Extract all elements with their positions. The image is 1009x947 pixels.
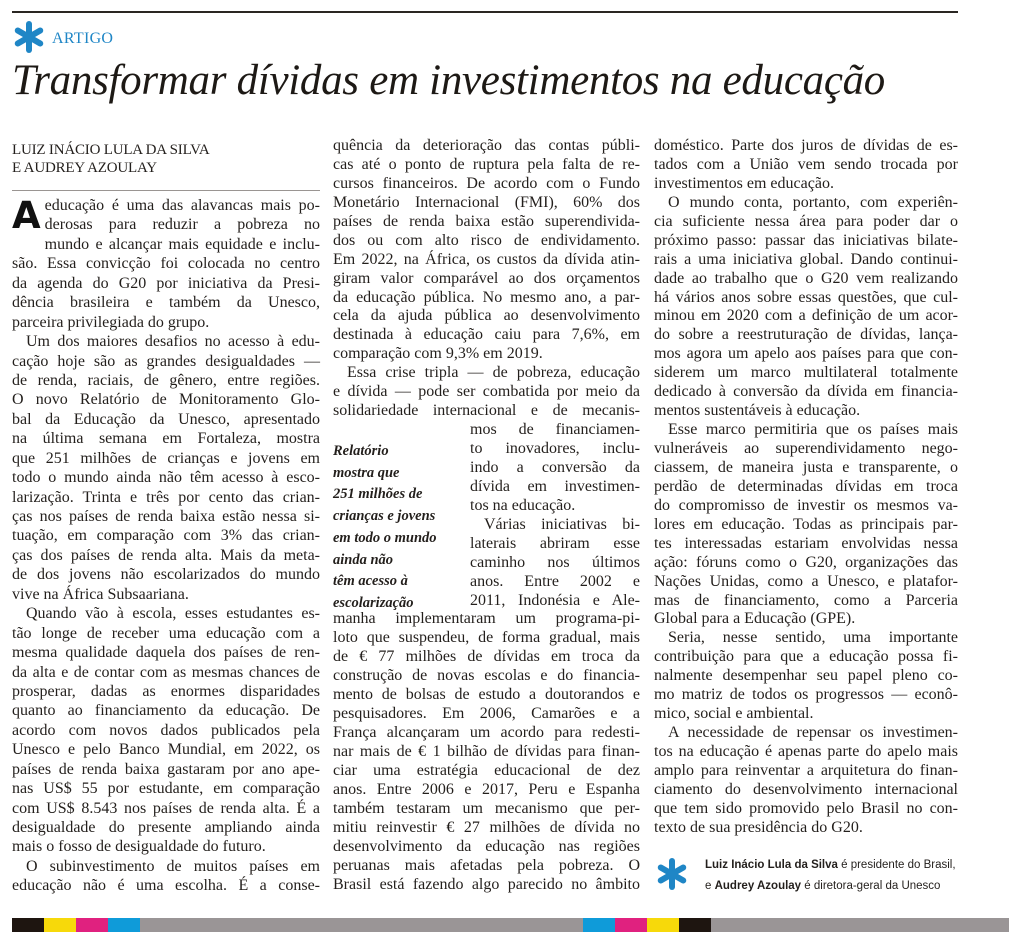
pull-quote-line: 251 milhões de xyxy=(333,486,423,503)
text-line: nar mais de € 1 bilhão de dívidas para finan- xyxy=(333,743,640,760)
text-line: mico, social e ambiental. xyxy=(654,705,814,723)
text-line: países de renda baixa estão superendivida- xyxy=(333,212,640,230)
pull-quote-line: crianças e jovens xyxy=(333,508,436,525)
pull-quote-line: mostra que xyxy=(333,464,400,481)
text-line: que tem sido promovido pelo Brasil no con- xyxy=(654,799,958,817)
text-line: cação hoje são as grandes desigualdades — xyxy=(12,352,320,370)
text-line: manha implementaram um programa-pi- xyxy=(333,610,640,628)
color-swatch-magenta xyxy=(76,918,108,932)
text-line: tos na educação é apenas parte do apelo mais xyxy=(654,743,958,760)
text-line: giram valor comparável ao dos orçamentos xyxy=(333,269,640,287)
text-line: amplo para reinventar a arquitetura do finan- xyxy=(654,761,958,779)
text-line: to inovadores, inclu- xyxy=(470,440,640,457)
pull-quote-line: têm acesso à xyxy=(333,573,408,590)
text-line: Monetário Internacional (FMI), 60% dos xyxy=(333,193,640,211)
text-line: Nações Unidas, como a Unesco, e platafor- xyxy=(654,572,958,590)
pull-quote-line: ainda não xyxy=(333,551,394,568)
text-line: mentos sustentáveis à educação. xyxy=(654,402,861,420)
bio-text-2: é diretora-geral da Unesco xyxy=(801,880,941,892)
pull-quote-line: em todo o mundo xyxy=(333,529,437,546)
text-line: pesquisadores. Em 2006, Camarões e a xyxy=(333,705,640,723)
text-line: dade ao trabalho que o G20 vem realizando xyxy=(654,269,958,287)
text-line: Seria, nesse sentido, uma importante xyxy=(668,629,958,647)
text-line: rais a uma iniciativa global. Dando continui- xyxy=(654,250,958,268)
text-line: educação não é uma escolha. É a conse- xyxy=(12,877,320,895)
text-line: indo a conversão da xyxy=(470,458,640,476)
text-line: caminho nos últimos xyxy=(470,553,640,571)
drop-cap: A xyxy=(12,194,41,237)
text-line: ças nos países de renda baixa estão nessa si- xyxy=(12,508,320,525)
text-line: do compromisso de investir os mesmos va- xyxy=(654,496,958,514)
text-line: da alta e de contar com as mesmas chances de xyxy=(12,663,320,681)
bio-name-1: Luiz Inácio Lula da Silva xyxy=(705,859,838,871)
text-line: tão longe de receber uma educação com a xyxy=(12,624,320,642)
text-line: 2011, Indonésia e Ale- xyxy=(470,591,640,609)
text-line: com US$ 8.543 nos países de renda alta. É a xyxy=(12,799,320,817)
text-line: países de renda baixa gastaram por ano ape- xyxy=(12,760,320,778)
text-line: quência da deterioração das contas públi- xyxy=(333,137,640,154)
pull-quote-line: Relatório xyxy=(333,443,389,459)
text-line: quanto ao financiamento da educação. De xyxy=(12,702,320,720)
text-line: cela da ajuda pública ao desenvolvimento xyxy=(333,307,640,325)
text-line: educação é uma das alavancas mais po- xyxy=(44,197,320,214)
text-line: O novo Relatório de Monitoramento Glo- xyxy=(12,391,320,409)
text-line: na última semana em Fortaleza, mostra xyxy=(12,430,320,448)
text-line: destinada à educação caiu para 7,6%, em xyxy=(333,326,640,344)
text-line: siderem um marco multilateral totalmente xyxy=(654,364,958,382)
color-swatch-yellow xyxy=(647,918,679,932)
text-line: que 251 milhões de crianças e jovens em xyxy=(12,449,320,467)
text-line: lores em educação. Todas as principais par- xyxy=(654,515,958,533)
divider xyxy=(12,190,320,191)
text-line: Global para a Educação (GPE). xyxy=(654,610,856,628)
text-line: anos. Entre 2006 e 2017, Peru e Espanha xyxy=(333,780,640,798)
text-line: acordo com novos dados publicados pela xyxy=(12,721,320,739)
text-line: Brasil está fazendo algo parecido no âmbito xyxy=(333,875,640,893)
text-line: A necessidade de repensar os investimen- xyxy=(668,724,958,742)
text-line: derosas para reduzir a pobreza no xyxy=(44,216,320,234)
text-line: perdão de determinadas dívidas em troca xyxy=(654,477,958,495)
text-line: ças dos países de renda alta. Mais da meta- xyxy=(12,546,320,564)
text-line: cursos financeiros. De acordo com o Fundo xyxy=(333,174,640,192)
author-bio xyxy=(705,855,956,897)
color-swatch-gray xyxy=(140,918,583,932)
byline xyxy=(12,141,210,177)
article-column-3 xyxy=(654,137,958,838)
color-swatch-gray xyxy=(711,918,1009,932)
text-line: e dívida — pode ser combatida por meio da xyxy=(333,383,640,401)
text-line: texto de sua presidência do G20. xyxy=(654,818,863,836)
text-line: ação: fóruns como o G20, organizações das xyxy=(654,553,958,571)
text-line: de € 77 milhões de dívidas em troca da xyxy=(333,648,640,666)
text-line: ciassem, de maneira justa e transparente, o xyxy=(654,458,958,476)
text-line: também testaram um mecanismo que per- xyxy=(333,799,640,817)
color-swatch-magenta xyxy=(615,918,647,932)
text-line: tes interessadas estariam envolvidas nessa xyxy=(654,534,958,552)
text-line: de renda, raciais, de gênero, entre regiões. xyxy=(12,371,320,389)
bio-text-1: é presidente do Brasil, xyxy=(837,859,956,871)
pull-quote-line: escolarização xyxy=(333,594,414,611)
top-rule xyxy=(12,11,958,13)
text-line: bal da Educação da Unesco, apresentado xyxy=(12,410,320,428)
text-line: tos na educação. xyxy=(470,496,576,514)
text-line: tuação, em comparação com 3% das crian- xyxy=(12,527,320,545)
text-line: mos agora um apelo aos países para que con- xyxy=(654,345,958,363)
text-line: da educação pública. No mesmo ano, a par- xyxy=(333,288,640,306)
text-line: mas de financiamento, como a Parceria xyxy=(654,591,958,609)
text-line: nas US$ 55 por estudante, em comparação xyxy=(12,780,320,798)
text-line: Unesco e pelo Banco Mundial, em 2022, os xyxy=(12,741,320,759)
text-line: solidariedade internacional e de mecanis- xyxy=(333,402,640,420)
section-label: ARTIGO xyxy=(52,30,114,47)
pull-quote xyxy=(333,441,463,615)
text-line: vulneráveis ao superendividamento nego- xyxy=(654,440,958,457)
text-line: cas até o ponto de ruptura pela falta de re- xyxy=(333,155,640,173)
text-line: ciar uma estratégia educacional de dez xyxy=(333,761,640,779)
text-line: mitiu reinvestir € 27 milhões de dívida no xyxy=(333,818,640,836)
color-swatch-black xyxy=(679,918,711,932)
text-line: O mundo conta, portanto, com experiên- xyxy=(668,193,958,211)
text-line: próximo passo: passar das iniciativas bilate- xyxy=(654,231,958,249)
text-line: vive na África Subsaariana. xyxy=(12,585,189,603)
text-line: O subinvestimento de muitos países em xyxy=(26,857,320,875)
text-line: peruanas mais afetadas pela pobreza. O xyxy=(333,856,640,874)
article-title: Transformar dívidas em investimentos na educação xyxy=(12,57,886,104)
text-line: mais o fosso de desigualdade do futuro. xyxy=(12,838,266,856)
byline-author-1: LUIZ INÁCIO LULA DA SILVA xyxy=(12,142,210,158)
text-line: prosperar, dadas as enormes disparidades xyxy=(12,682,320,700)
text-line: ciamento do desenvolvimento internacional xyxy=(654,780,958,798)
article-column-1 xyxy=(12,196,320,896)
bio-prefix-2: e xyxy=(705,880,715,892)
byline-author-2: E AUDREY AZOULAY xyxy=(12,160,157,176)
text-line: Um dos maiores desafios no acesso à edu- xyxy=(26,333,320,351)
text-line: anos. Entre 2002 e xyxy=(470,572,640,590)
bio-name-2: Audrey Azoulay xyxy=(714,880,802,892)
text-line: doméstico. Parte dos juros de dívidas de es- xyxy=(654,137,958,154)
text-line: são. Essa convicção foi colocada no centro xyxy=(12,255,320,273)
text-line: desenvolvimento da educação nas regiões xyxy=(333,837,640,855)
text-line: dos ou com alto risco de endividamento. xyxy=(333,231,640,249)
text-line: nalmente desempenhar seu papel pleno co- xyxy=(654,667,958,685)
text-line: França alcançaram um acordo para redesti- xyxy=(333,724,640,742)
asterisk-icon xyxy=(12,20,46,54)
text-line: investimentos em educação. xyxy=(654,174,834,192)
color-swatch-cyan xyxy=(108,918,140,932)
asterisk-icon xyxy=(655,857,689,891)
text-line: contribuição para que a educação possa fi- xyxy=(654,648,958,666)
text-line: dência brasileira e também da Unesco, xyxy=(12,294,320,312)
text-line: mundo e alcançar mais equidade e inclu- xyxy=(44,235,320,253)
text-line: Essa crise tripla — de pobreza, educação xyxy=(347,364,640,382)
text-line: da agenda do G20 por iniciativa da Presi- xyxy=(12,274,320,292)
text-line: comparação com 9,3% em 2019. xyxy=(333,345,543,363)
text-line: dedicado à conversão da dívida em financia- xyxy=(654,383,958,401)
text-line: Várias iniciativas bi- xyxy=(484,515,640,533)
text-line: do sobre a reestruturação de dívidas, lança- xyxy=(654,326,958,344)
text-line: de dos jovens não escolarizados do mundo xyxy=(12,566,320,584)
text-line: mento de bolsas de estudo a doutorandos e xyxy=(333,686,640,704)
text-line: loto que suspendeu, de forma gradual, mais xyxy=(333,629,640,647)
text-line: Quando vão à escola, esses estudantes es- xyxy=(26,605,320,623)
text-line: desigualdade do presente ampliando ainda xyxy=(12,819,320,836)
text-line: larização. Trinta e três por cento das crian- xyxy=(12,488,320,506)
text-line: Em 2022, na África, os custos da dívida atin- xyxy=(333,250,640,268)
text-line: mos de financiamen- xyxy=(470,421,640,439)
text-line: dívida em investimen- xyxy=(470,477,640,495)
text-line: há vários anos sobre essas questões, que cul- xyxy=(654,288,958,306)
text-line: tados com a União vem sendo trocada por xyxy=(654,155,958,173)
text-line: construção de novas escolas e do financia- xyxy=(333,667,640,685)
text-line: Esse marco permitiria que os países mais xyxy=(668,421,958,439)
text-line: laterais abriram esse xyxy=(470,534,640,552)
color-swatch-cyan xyxy=(583,918,615,932)
text-line: parceira privilegiada do grupo. xyxy=(12,313,210,331)
text-line: mesma qualidade daquela dos países de ren- xyxy=(12,644,320,662)
text-line: minou em 2020 com a definição de um acor- xyxy=(654,307,958,325)
color-swatch-black xyxy=(12,918,44,932)
text-line: cia suficiente nessa área para poder dar o xyxy=(654,212,958,230)
text-line: todo o mundo ainda não têm acesso à esco- xyxy=(12,469,320,487)
color-swatch-yellow xyxy=(44,918,76,932)
text-line: mo matriz de todos os progressos — econô- xyxy=(654,686,958,704)
